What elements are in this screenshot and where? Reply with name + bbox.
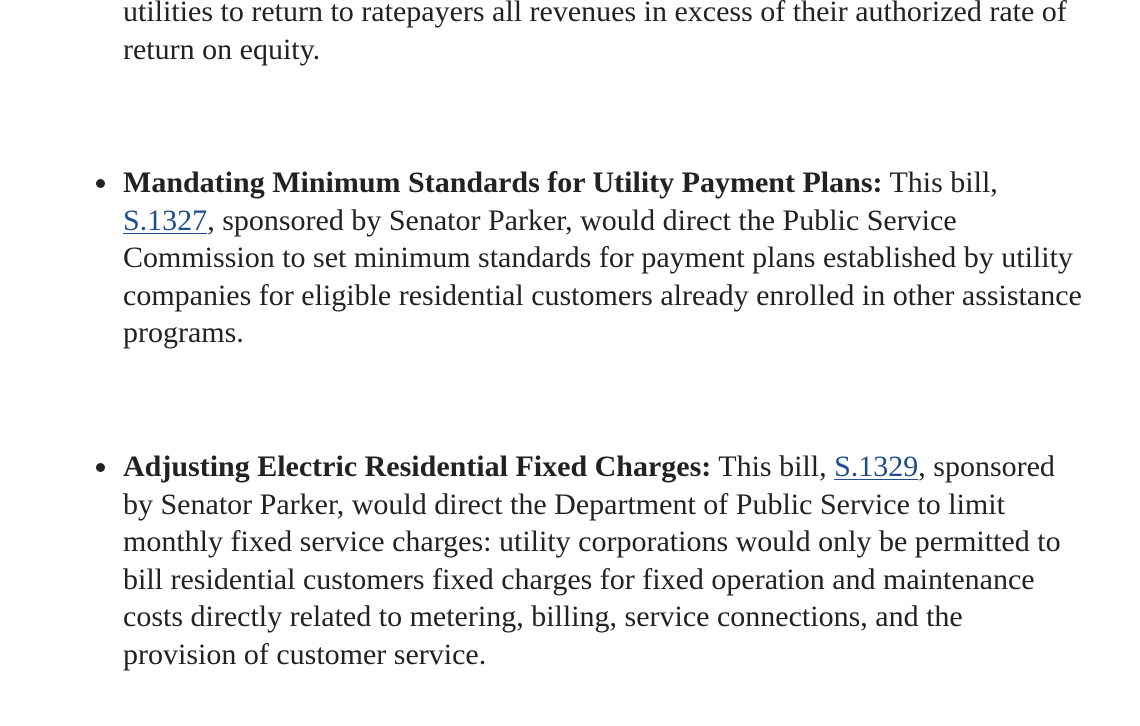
bill-description: , sponsored by Senator Parker, would direct the Department of Public Service to limit monthly fixed service charges: utility corporations would only be permitted to bill residential customers fixed charges for fixed operation and maintenance costs directly related to metering, billing, service connections, and the provision of customer service. <box>123 450 1061 671</box>
bullet-icon <box>96 463 105 472</box>
bill-link-s1327[interactable]: S.1327 <box>123 203 208 237</box>
bill-heading: Mandating Minimum Standards for Utility Payment Plans: <box>123 166 883 199</box>
list-item-fixed-charges <box>123 448 1083 673</box>
bill-description: , sponsored by Senator Parker, would direct the Public Service Commission to set minimum standards for payment plans established by utility companies for eligible residential customers already enrolled in other assistance programs. <box>123 203 1082 349</box>
continuation-paragraph: utilities to return to ratepayers all revenues in excess of their authorized rate of return on equity. <box>123 0 1067 66</box>
bullet-icon <box>96 179 105 188</box>
list-item-payment-plans <box>123 164 1083 352</box>
bill-intro-text: This bill, <box>882 166 998 199</box>
bill-intro-text: This bill, <box>711 450 835 483</box>
bill-heading: Adjusting Electric Residential Fixed Charges: <box>123 450 712 483</box>
bill-link-s1329[interactable]: S.1329 <box>834 450 919 483</box>
